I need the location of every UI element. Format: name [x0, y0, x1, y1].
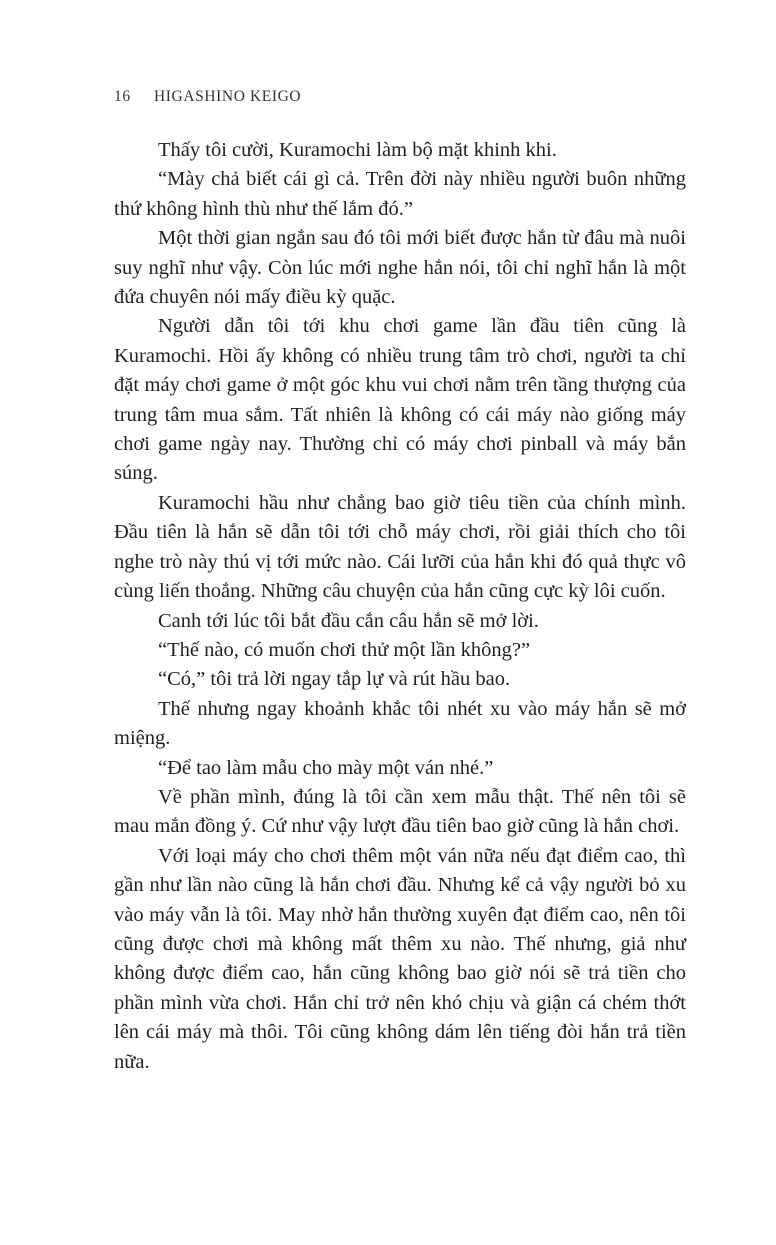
paragraph: Về phần mình, đúng là tôi cần xem mẫu thật. Thế nên tôi sẽ mau mắn đồng ý. Cứ như vậy lượt đầu tiên bao giờ cũng là hắn chơi.: [114, 785, 686, 838]
author-name: HIGASHINO KEIGO: [154, 88, 302, 105]
paragraph: “Có,” tôi trả lời ngay tắp lự và rút hầu bao.: [158, 668, 511, 691]
running-head: [114, 88, 301, 106]
page-number: 16: [114, 88, 131, 105]
paragraph: “Mày chả biết cái gì cả. Trên đời này nhiều người buôn những thứ không hình thù như thế lắm đó.”: [114, 168, 686, 220]
paragraph: Thấy tôi cười, Kuramochi làm bộ mặt khinh khi.: [158, 139, 557, 161]
paragraph: Canh tới lúc tôi bắt đầu cắn câu hắn sẽ mở lời.: [158, 609, 539, 632]
paragraph: Với loại máy cho chơi thêm một ván nữa nếu đạt điểm cao, thì gần như lần nào cũng là hắn chơi đầu. Nhưng kể cả vậy người bỏ xu vào máy vẫn là tôi. May nhờ hắn thường xuyên đạt điểm cao, nên tôi cũng được chơi mà không mất thêm xu nào. Thế nhưng, giả như không được điểm cao, hắn cũng không bao giờ nói sẽ trả tiền cho phần mình vừa chơi. Hắn chỉ trở nên khó chịu và giận cá chém thớt lên cái máy mà thôi. Tôi cũng không dám lên tiếng đòi hắn trả tiền nữa.: [114, 844, 686, 1073]
paragraph: Một thời gian ngắn sau đó tôi mới biết được hắn từ đâu mà nuôi suy nghĩ như vậy. Còn lúc mới nghe hắn nói, tôi chỉ nghĩ hắn là một đứa chuyên nói mấy điều kỳ quặc.: [114, 227, 686, 309]
paragraph: Kuramochi hầu như chẳng bao giờ tiêu tiền của chính mình. Đầu tiên là hắn sẽ dẫn tôi tới chỗ máy chơi, rồi giải thích cho tôi nghe trò này thú vị tới mức nào. Cái lưỡi của hắn khi đó quả thực vô cùng liến thoắng. Những câu chuyện của hắn cũng cực kỳ lôi cuốn.: [114, 491, 686, 603]
paragraph: “Thế nào, có muốn chơi thử một lần không?”: [158, 638, 531, 661]
paragraph: Thế nhưng ngay khoảnh khắc tôi nhét xu vào máy hắn sẽ mở miệng.: [114, 697, 686, 750]
paragraph: Người dẫn tôi tới khu chơi game lần đầu tiên cũng là Kuramochi. Hồi ấy không có nhiều trung tâm trò chơi, người ta chỉ đặt máy chơi game ở một góc khu vui chơi nằm trên tầng thượng của trung tâm mua sắm. Tất nhiên là không có cái máy nào giống máy chơi game ngày nay. Thường chỉ có máy chơi pinball và máy bắn súng.: [114, 315, 686, 485]
paragraph: “Để tao làm mẫu cho mày một ván nhé.”: [158, 756, 494, 779]
body-text: [114, 136, 686, 1077]
